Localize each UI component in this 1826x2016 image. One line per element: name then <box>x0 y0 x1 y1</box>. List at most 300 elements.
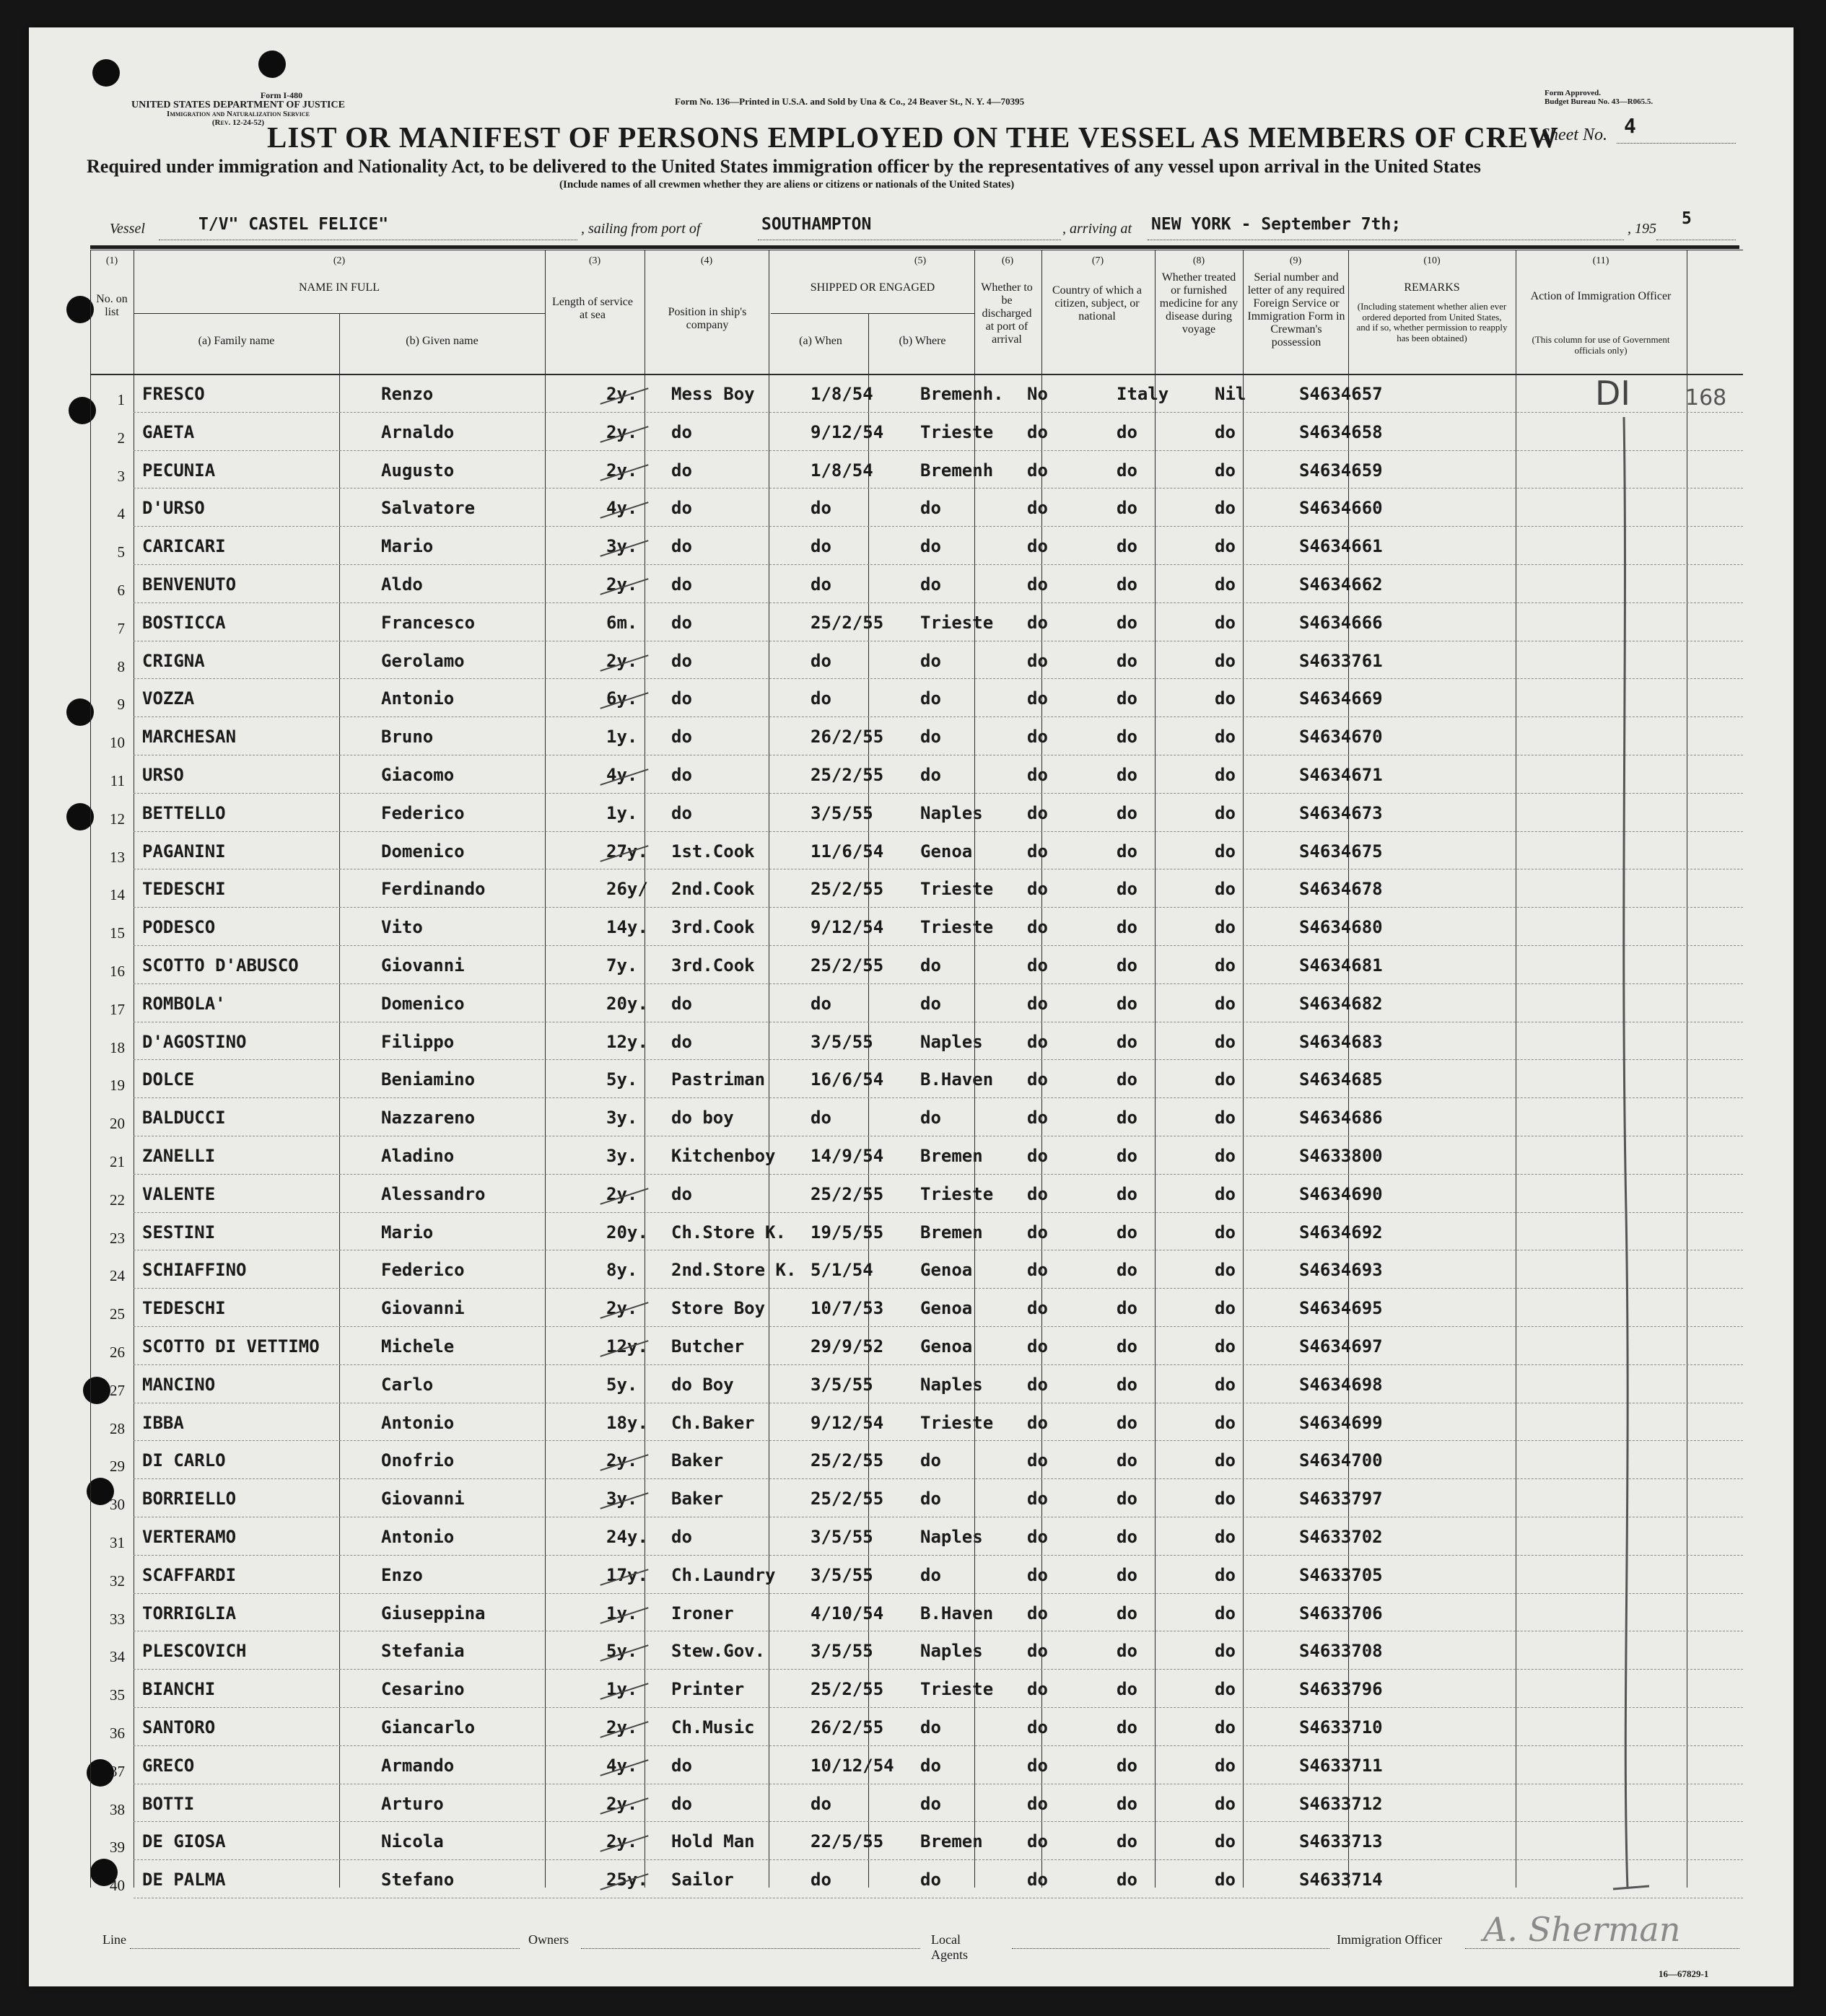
serial-number-cell: S4633708 <box>1299 1641 1383 1662</box>
country-cell: do <box>1117 1450 1137 1471</box>
serial-number-cell: S4633712 <box>1299 1793 1383 1814</box>
family-name-cell: TEDESCHI <box>142 1298 226 1319</box>
shipped-where-cell: Bremen <box>920 1146 983 1166</box>
shipped-when-cell: 9/12/54 <box>811 917 884 938</box>
vessel-name: T/V" CASTEL FELICE" <box>198 215 389 234</box>
shipped-when-cell: 26/2/55 <box>811 727 884 748</box>
shipped-where-cell: do <box>920 765 941 785</box>
sheet-count: 168 <box>1685 385 1727 411</box>
medicine-cell: do <box>1215 1527 1236 1547</box>
col-shipped-engaged: SHIPPED OR ENGAGED <box>810 281 935 294</box>
col-when: (a) When <box>799 335 842 347</box>
country-cell: do <box>1117 1222 1137 1243</box>
medicine-cell: do <box>1215 1793 1236 1814</box>
shipped-where-cell: Bremen <box>920 1831 983 1852</box>
medicine-cell: do <box>1215 1146 1236 1166</box>
column-divider <box>1155 250 1156 1888</box>
family-name-cell: DI CARLO <box>142 1450 226 1471</box>
year-digit: 5 <box>1682 209 1692 228</box>
col-name-in-full: NAME IN FULL <box>299 281 380 294</box>
header-rule <box>90 245 1739 249</box>
position-cell: do <box>671 1527 692 1547</box>
country-cell: Italy <box>1117 384 1169 404</box>
country-cell: do <box>1117 1527 1137 1547</box>
position-cell: do Boy <box>671 1374 734 1395</box>
serial-number-cell: S4634675 <box>1299 841 1383 862</box>
medicine-cell: do <box>1215 955 1236 976</box>
shipped-where-cell: do <box>920 1450 941 1471</box>
family-name-cell: SANTORO <box>142 1717 216 1737</box>
discharged-cell: do <box>1027 1527 1048 1547</box>
country-cell: do <box>1117 498 1137 519</box>
length-of-service-cell: 2y. <box>606 1831 638 1852</box>
discharged-cell: do <box>1027 1222 1048 1243</box>
discharged-cell: do <box>1027 1298 1048 1319</box>
length-of-service-cell: 2y. <box>606 574 638 595</box>
family-name-cell: BALDUCCI <box>142 1108 226 1128</box>
shipped-when-cell: 10/7/53 <box>811 1298 884 1319</box>
length-of-service-cell: 2y. <box>606 650 638 671</box>
row-number: 25 <box>110 1305 125 1323</box>
row-divider <box>134 1707 1743 1708</box>
discharged-cell: do <box>1027 688 1048 709</box>
country-cell: do <box>1117 841 1137 862</box>
shipped-when-cell: 5/1/54 <box>811 1260 873 1281</box>
country-cell: do <box>1117 1793 1137 1814</box>
family-name-cell: PLESCOVICH <box>142 1641 247 1662</box>
discharged-cell: do <box>1027 1336 1048 1357</box>
row-number: 40 <box>110 1877 125 1895</box>
footer-owners-label: Owners <box>528 1932 569 1947</box>
length-of-service-cell: 2y. <box>606 1298 638 1319</box>
medicine-cell: do <box>1215 460 1236 481</box>
discharged-cell: do <box>1027 841 1048 862</box>
form-approved: Form Approved. <box>1545 89 1602 97</box>
row-divider <box>134 564 1743 565</box>
row-divider <box>134 1669 1743 1670</box>
given-name-cell: Mario <box>381 536 434 557</box>
length-of-service-cell: 3y. <box>606 536 638 557</box>
discharged-cell: do <box>1027 1870 1048 1890</box>
discharged-cell: do <box>1027 1412 1048 1433</box>
medicine-cell: do <box>1215 841 1236 862</box>
given-name-cell: Bruno <box>381 727 434 748</box>
given-name-cell: Domenico <box>381 993 465 1014</box>
discharged-cell: do <box>1027 1374 1048 1395</box>
position-cell: Ch.Store K. <box>671 1222 786 1243</box>
position-cell: do <box>671 460 692 481</box>
country-cell: do <box>1117 727 1137 748</box>
given-name-cell: Aldo <box>381 574 423 595</box>
row-number: 14 <box>110 886 125 904</box>
family-name-cell: VOZZA <box>142 688 195 709</box>
serial-number-cell: S4633706 <box>1299 1603 1383 1623</box>
given-name-cell: Arturo <box>381 1793 444 1814</box>
serial-number-cell: S4633761 <box>1299 650 1383 671</box>
row-number: 11 <box>110 772 125 789</box>
serial-number-cell: S4634681 <box>1299 955 1383 976</box>
length-of-service-cell: 27y. <box>606 841 648 862</box>
position-cell: do <box>671 1793 692 1814</box>
serial-number-cell: S4633710 <box>1299 1717 1383 1737</box>
col-no-on-list: No. on list <box>96 293 128 318</box>
header-bottom <box>90 374 1743 375</box>
row-divider <box>134 1174 1743 1175</box>
serial-number-cell: S4634661 <box>1299 536 1383 557</box>
family-name-cell: ROMBOLA' <box>142 993 226 1014</box>
given-name-cell: Stefano <box>381 1870 455 1890</box>
country-cell: do <box>1117 1603 1137 1623</box>
discharged-cell: do <box>1027 1679 1048 1700</box>
family-name-cell: BIANCHI <box>142 1679 216 1700</box>
row-divider <box>134 793 1743 794</box>
given-name-cell: Alessandro <box>381 1183 486 1204</box>
serial-number-cell: S4634686 <box>1299 1108 1383 1128</box>
serial-number-cell: S4634662 <box>1299 574 1383 595</box>
position-cell: do <box>671 650 692 671</box>
position-cell: do <box>671 993 692 1014</box>
position-cell: 1st.Cook <box>671 841 755 862</box>
length-of-service-cell: 5y. <box>606 1069 638 1090</box>
length-of-service-cell: 3y. <box>606 1108 638 1128</box>
position-cell: Store Boy <box>671 1298 766 1319</box>
family-name-cell: VERTERAMO <box>142 1527 237 1547</box>
country-cell: do <box>1117 1260 1137 1281</box>
row-number: 30 <box>110 1496 125 1514</box>
medicine-cell: do <box>1215 1831 1236 1852</box>
length-of-service-cell: 8y. <box>606 1260 638 1281</box>
shipped-when-cell: 3/5/55 <box>811 1527 873 1547</box>
position-cell: Ch.Music <box>671 1717 755 1737</box>
medicine-cell: do <box>1215 765 1236 785</box>
row-number: 34 <box>110 1648 125 1666</box>
shipped-when-cell: 10/12/54 <box>811 1755 894 1776</box>
country-cell: do <box>1117 650 1137 671</box>
length-of-service-cell: 26y/ <box>606 879 648 900</box>
discharged-cell: do <box>1027 802 1048 823</box>
shipped-where-cell: Naples <box>920 802 983 823</box>
country-cell: do <box>1117 688 1137 709</box>
column-number: (2) <box>333 255 346 266</box>
length-of-service-cell: 2y. <box>606 421 638 442</box>
row-divider <box>134 831 1743 832</box>
country-cell: do <box>1117 612 1137 633</box>
medicine-cell: do <box>1215 1564 1236 1585</box>
serial-number-cell: S4633713 <box>1299 1831 1383 1852</box>
shipped-when-cell: 3/5/55 <box>811 1641 873 1662</box>
discharged-cell: do <box>1027 574 1048 595</box>
given-name-cell: Filippo <box>381 1031 455 1052</box>
serial-number-cell: S4633800 <box>1299 1146 1383 1166</box>
footer-underline <box>581 1948 920 1949</box>
sheet-number: 4 <box>1624 114 1636 138</box>
shipped-when-cell: 25/2/55 <box>811 1489 884 1509</box>
given-name-cell: Giacomo <box>381 765 455 785</box>
family-name-cell: SCHIAFFINO <box>142 1260 247 1281</box>
medicine-cell: do <box>1215 1374 1236 1395</box>
medicine-cell: do <box>1215 1450 1236 1471</box>
shipped-where-cell: Naples <box>920 1641 983 1662</box>
family-name-cell: SCOTTO DI VETTIMO <box>142 1336 320 1357</box>
svg-text:A. Sherman: A. Sherman <box>1483 1910 1681 1949</box>
family-name-cell: IBBA <box>142 1412 184 1433</box>
medicine-cell: do <box>1215 1260 1236 1281</box>
serial-number-cell: S4634693 <box>1299 1260 1383 1281</box>
country-cell: do <box>1117 917 1137 938</box>
sailing-port: SOUTHAMPTON <box>761 215 872 234</box>
row-divider <box>134 678 1743 679</box>
discharged-cell: do <box>1027 1146 1048 1166</box>
row-number: 33 <box>110 1610 125 1628</box>
position-cell: Hold Man <box>671 1831 755 1852</box>
discharged-cell: do <box>1027 955 1048 976</box>
length-of-service-cell: 1y. <box>606 802 638 823</box>
row-number: 22 <box>110 1191 125 1209</box>
shipped-where-cell: do <box>920 727 941 748</box>
serial-number-cell: S4634685 <box>1299 1069 1383 1090</box>
family-name-cell: CARICARI <box>142 536 226 557</box>
discharged-cell: do <box>1027 536 1048 557</box>
given-name-cell: Giovanni <box>381 1489 465 1509</box>
family-name-cell: PECUNIA <box>142 460 216 481</box>
shipped-when-cell: 25/2/55 <box>811 1450 884 1471</box>
row-number: 5 <box>117 543 125 561</box>
length-of-service-cell: 3y. <box>606 1489 638 1509</box>
family-name-cell: BENVENUTO <box>142 574 237 595</box>
shipped-where-cell: Naples <box>920 1527 983 1547</box>
position-cell: Sailor <box>671 1870 734 1890</box>
medicine-cell: do <box>1215 688 1236 709</box>
position-cell: Ch.Laundry <box>671 1564 776 1585</box>
family-name-cell: TEDESCHI <box>142 879 226 900</box>
shipped-when-cell: 16/6/54 <box>811 1069 884 1090</box>
row-divider <box>134 1440 1743 1441</box>
serial-number-cell: S4634673 <box>1299 802 1383 823</box>
position-cell: Kitchenboy <box>671 1146 776 1166</box>
subheader-divider <box>771 313 974 314</box>
position-cell: do <box>671 574 692 595</box>
country-cell: do <box>1117 1755 1137 1776</box>
country-cell: do <box>1117 1564 1137 1585</box>
row-number: 21 <box>110 1153 125 1170</box>
row-number: 24 <box>110 1267 125 1285</box>
col-action: Action of Immigration Officer <box>1530 290 1672 302</box>
column-number: (4) <box>700 255 713 266</box>
col-family-name: (a) Family name <box>198 335 275 347</box>
length-of-service-cell: 4y. <box>606 498 638 519</box>
row-number: 31 <box>110 1534 125 1551</box>
column-divider <box>339 313 340 1888</box>
family-name-cell: PODESCO <box>142 917 216 938</box>
medicine-cell: do <box>1215 1412 1236 1433</box>
medicine-cell: do <box>1215 1755 1236 1776</box>
row-divider <box>134 412 1743 413</box>
discharged-cell: do <box>1027 1755 1048 1776</box>
given-name-cell: Beniamino <box>381 1069 476 1090</box>
serial-number-cell: S4634680 <box>1299 917 1383 938</box>
family-name-cell: GRECO <box>142 1755 195 1776</box>
row-divider <box>134 1288 1743 1289</box>
family-name-cell: BETTELLO <box>142 802 226 823</box>
medicine-cell: do <box>1215 536 1236 557</box>
position-cell: do <box>671 421 692 442</box>
row-divider <box>134 1326 1743 1327</box>
family-name-cell: SCOTTO D'ABUSCO <box>142 955 299 976</box>
shipped-when-cell: do <box>811 1108 831 1128</box>
medicine-cell: do <box>1215 802 1236 823</box>
subtitle-note: (Include names of all crewmen whether they are aliens or citizens or nationals of the United States) <box>559 179 1015 190</box>
position-cell: Printer <box>671 1679 745 1700</box>
serial-number-cell: S4634658 <box>1299 421 1383 442</box>
length-of-service-cell: 3y. <box>606 1146 638 1166</box>
family-name-cell: CRIGNA <box>142 650 205 671</box>
row-divider <box>134 716 1743 717</box>
given-name-cell: Renzo <box>381 384 434 404</box>
discharged-cell: do <box>1027 727 1048 748</box>
shipped-where-cell: Naples <box>920 1031 983 1052</box>
shipped-where-cell: Genoa <box>920 1260 973 1281</box>
medicine-cell: do <box>1215 1108 1236 1128</box>
shipped-when-cell: 26/2/55 <box>811 1717 884 1737</box>
family-name-cell: D'AGOSTINO <box>142 1031 247 1052</box>
row-number: 15 <box>110 924 125 942</box>
given-name-cell: Michele <box>381 1336 455 1357</box>
shipped-when-cell: 29/9/52 <box>811 1336 884 1357</box>
shipped-where-cell: Trieste <box>920 1679 994 1700</box>
country-cell: do <box>1117 879 1137 900</box>
column-number: (9) <box>1289 255 1302 266</box>
serial-number-cell: S4634692 <box>1299 1222 1383 1243</box>
medicine-cell: do <box>1215 1031 1236 1052</box>
country-cell: do <box>1117 1183 1137 1204</box>
col-action-note: (This column for use of Government officials only) <box>1532 334 1670 356</box>
column-divider <box>90 250 91 1888</box>
given-name-cell: Aladino <box>381 1146 455 1166</box>
family-name-cell: DOLCE <box>142 1069 195 1090</box>
discharged-cell: do <box>1027 1031 1048 1052</box>
length-of-service-cell: 6y. <box>606 688 638 709</box>
discharged-cell: do <box>1027 1641 1048 1662</box>
row-divider <box>134 1212 1743 1213</box>
shipped-where-cell: do <box>920 536 941 557</box>
position-cell: Ironer <box>671 1603 734 1623</box>
shipped-when-cell: 11/6/54 <box>811 841 884 862</box>
serial-number-cell: S4633796 <box>1299 1679 1383 1700</box>
shipped-when-cell: 25/2/55 <box>811 612 884 633</box>
shipped-where-cell: do <box>920 1717 941 1737</box>
shipped-where-cell: Naples <box>920 1374 983 1395</box>
col-remarks-note: (Including statement whether alien ever ordered deported from United States, and if so, whether permission to reapply has been obtained) <box>1356 301 1508 343</box>
discharged-cell: do <box>1027 1793 1048 1814</box>
country-cell: do <box>1117 955 1137 976</box>
row-divider <box>134 945 1743 946</box>
serial-number-cell: S4633711 <box>1299 1755 1383 1776</box>
footer-line-label: Line <box>102 1932 126 1947</box>
punch-hole <box>92 59 120 87</box>
shipped-when-cell: do <box>811 1870 831 1890</box>
shipped-where-cell: do <box>920 993 941 1014</box>
department-name: UNITED STATES DEPARTMENT OF JUSTICE <box>131 99 345 110</box>
row-number: 38 <box>110 1800 125 1818</box>
footer-underline <box>1012 1948 1329 1949</box>
family-name-cell: BORRIELLO <box>142 1489 237 1509</box>
medicine-cell: do <box>1215 879 1236 900</box>
serial-number-cell: S4633797 <box>1299 1489 1383 1509</box>
shipped-when-cell: 25/2/55 <box>811 1679 884 1700</box>
row-number: 12 <box>110 810 125 828</box>
sheet-number-label: Sheet No. <box>1541 126 1607 144</box>
budget-bureau: Budget Bureau No. 43—R065.5. <box>1545 97 1654 106</box>
discharged-cell: do <box>1027 1069 1048 1090</box>
col-given-name: (b) Given name <box>406 335 479 347</box>
medicine-cell: do <box>1215 1603 1236 1623</box>
country-cell: do <box>1117 1831 1137 1852</box>
position-cell: do <box>671 688 692 709</box>
family-name-cell: TORRIGLIA <box>142 1603 237 1623</box>
serial-number-cell: S4634666 <box>1299 612 1383 633</box>
serial-number-cell: S4634678 <box>1299 879 1383 900</box>
serial-number-cell: S4634669 <box>1299 688 1383 709</box>
length-of-service-cell: 17y. <box>606 1564 648 1585</box>
row-number: 6 <box>117 582 125 599</box>
discharged-cell: do <box>1027 917 1048 938</box>
year-label: , 195 <box>1628 221 1656 237</box>
medicine-cell: do <box>1215 650 1236 671</box>
position-cell: do <box>671 727 692 748</box>
given-name-cell: Antonio <box>381 1527 455 1547</box>
discharged-cell: do <box>1027 421 1048 442</box>
shipped-when-cell: 25/2/55 <box>811 879 884 900</box>
row-number: 3 <box>117 467 125 485</box>
given-name-cell: Giovanni <box>381 1298 465 1319</box>
shipped-when-cell: 25/2/55 <box>811 1183 884 1204</box>
medicine-cell: do <box>1215 1870 1236 1890</box>
country-cell: do <box>1117 765 1137 785</box>
family-name-cell: MARCHESAN <box>142 727 237 748</box>
col-remarks: REMARKS <box>1404 281 1460 294</box>
family-name-cell: DE PALMA <box>142 1870 226 1890</box>
medicine-cell: Nil <box>1215 384 1246 404</box>
row-divider <box>134 1478 1743 1479</box>
shipped-when-cell: 1/8/54 <box>811 460 873 481</box>
medicine-cell: do <box>1215 727 1236 748</box>
row-number: 9 <box>117 696 125 714</box>
discharged-cell: do <box>1027 765 1048 785</box>
shipped-when-cell: do <box>811 993 831 1014</box>
action-bracket <box>1606 417 1649 1903</box>
shipped-where-cell: Trieste <box>920 421 994 442</box>
medicine-cell: do <box>1215 1641 1236 1662</box>
column-number: (1) <box>105 255 118 266</box>
family-name-cell: URSO <box>142 765 184 785</box>
medicine-cell: do <box>1215 1489 1236 1509</box>
row-divider <box>134 907 1743 908</box>
length-of-service-cell: 14y. <box>606 917 648 938</box>
given-name-cell: Onofrio <box>381 1450 455 1471</box>
family-name-cell: SCAFFARDI <box>142 1564 237 1585</box>
length-of-service-cell: 20y. <box>606 993 648 1014</box>
position-cell: do <box>671 765 692 785</box>
family-name-cell: MANCINO <box>142 1374 216 1395</box>
given-name-cell: Stefania <box>381 1641 465 1662</box>
page-title: LIST OR MANIFEST OF PERSONS EMPLOYED ON THE VESSEL AS MEMBERS OF CREW <box>267 120 1559 154</box>
family-name-cell: BOTTI <box>142 1793 195 1814</box>
length-of-service-cell: 18y. <box>606 1412 648 1433</box>
underline <box>1617 143 1736 144</box>
given-name-cell: Carlo <box>381 1374 434 1395</box>
given-name-cell: Arnaldo <box>381 421 455 442</box>
given-name-cell: Nicola <box>381 1831 444 1852</box>
